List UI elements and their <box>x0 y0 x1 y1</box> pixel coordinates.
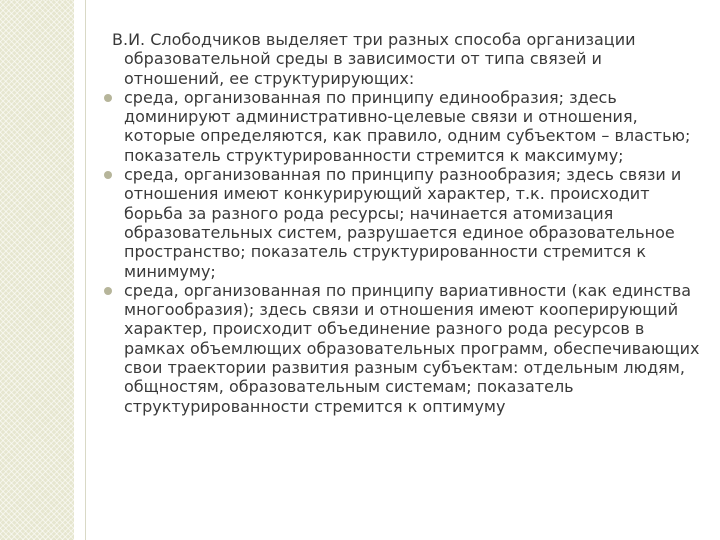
bullet-text: среда, организованная по принципу вариативности (как единства многообразия); здесь связи и отношения имеют кооперирующий характер, происходит объединение разного рода ресурсов в рамках объемлющих образовательных программ, обеспечивающих свои траектории развития разным субъектам: отдельным людям, общностям, образовательным системам; показатель структурированности стремится к оптимуму <box>124 280 700 416</box>
list-item <box>112 281 700 416</box>
slide-content <box>112 30 700 416</box>
bullet-icon <box>104 94 112 102</box>
bullet-list <box>112 88 700 416</box>
bullet-text: среда, организованная по принципу разнообразия; здесь связи и отношения имеют конкурирующий характер, т.к. происходит борьба за разного рода ресурсы; начинается атомизация образовательных систем, разрушается единое образовательное пространство; показатель структурированности стремится к минимуму; <box>124 165 682 281</box>
list-item <box>112 165 700 281</box>
decorative-side-band <box>0 0 74 540</box>
intro-paragraph: В.И. Слободчиков выделяет три разных способа организации образовательной среды в зависимости от типа связей и отношений, ее структурирующих: <box>112 30 636 88</box>
bullet-text: среда, организованная по принципу единообразия; здесь доминируют административно-целевые связи и отношения, которые определяются, как правило, одним субъектом – властью; показатель структурированности стремится к максимуму; <box>124 87 691 165</box>
list-item <box>112 88 700 165</box>
decorative-divider-line <box>85 0 86 540</box>
bullet-icon <box>104 171 112 179</box>
bullet-icon <box>104 287 112 295</box>
